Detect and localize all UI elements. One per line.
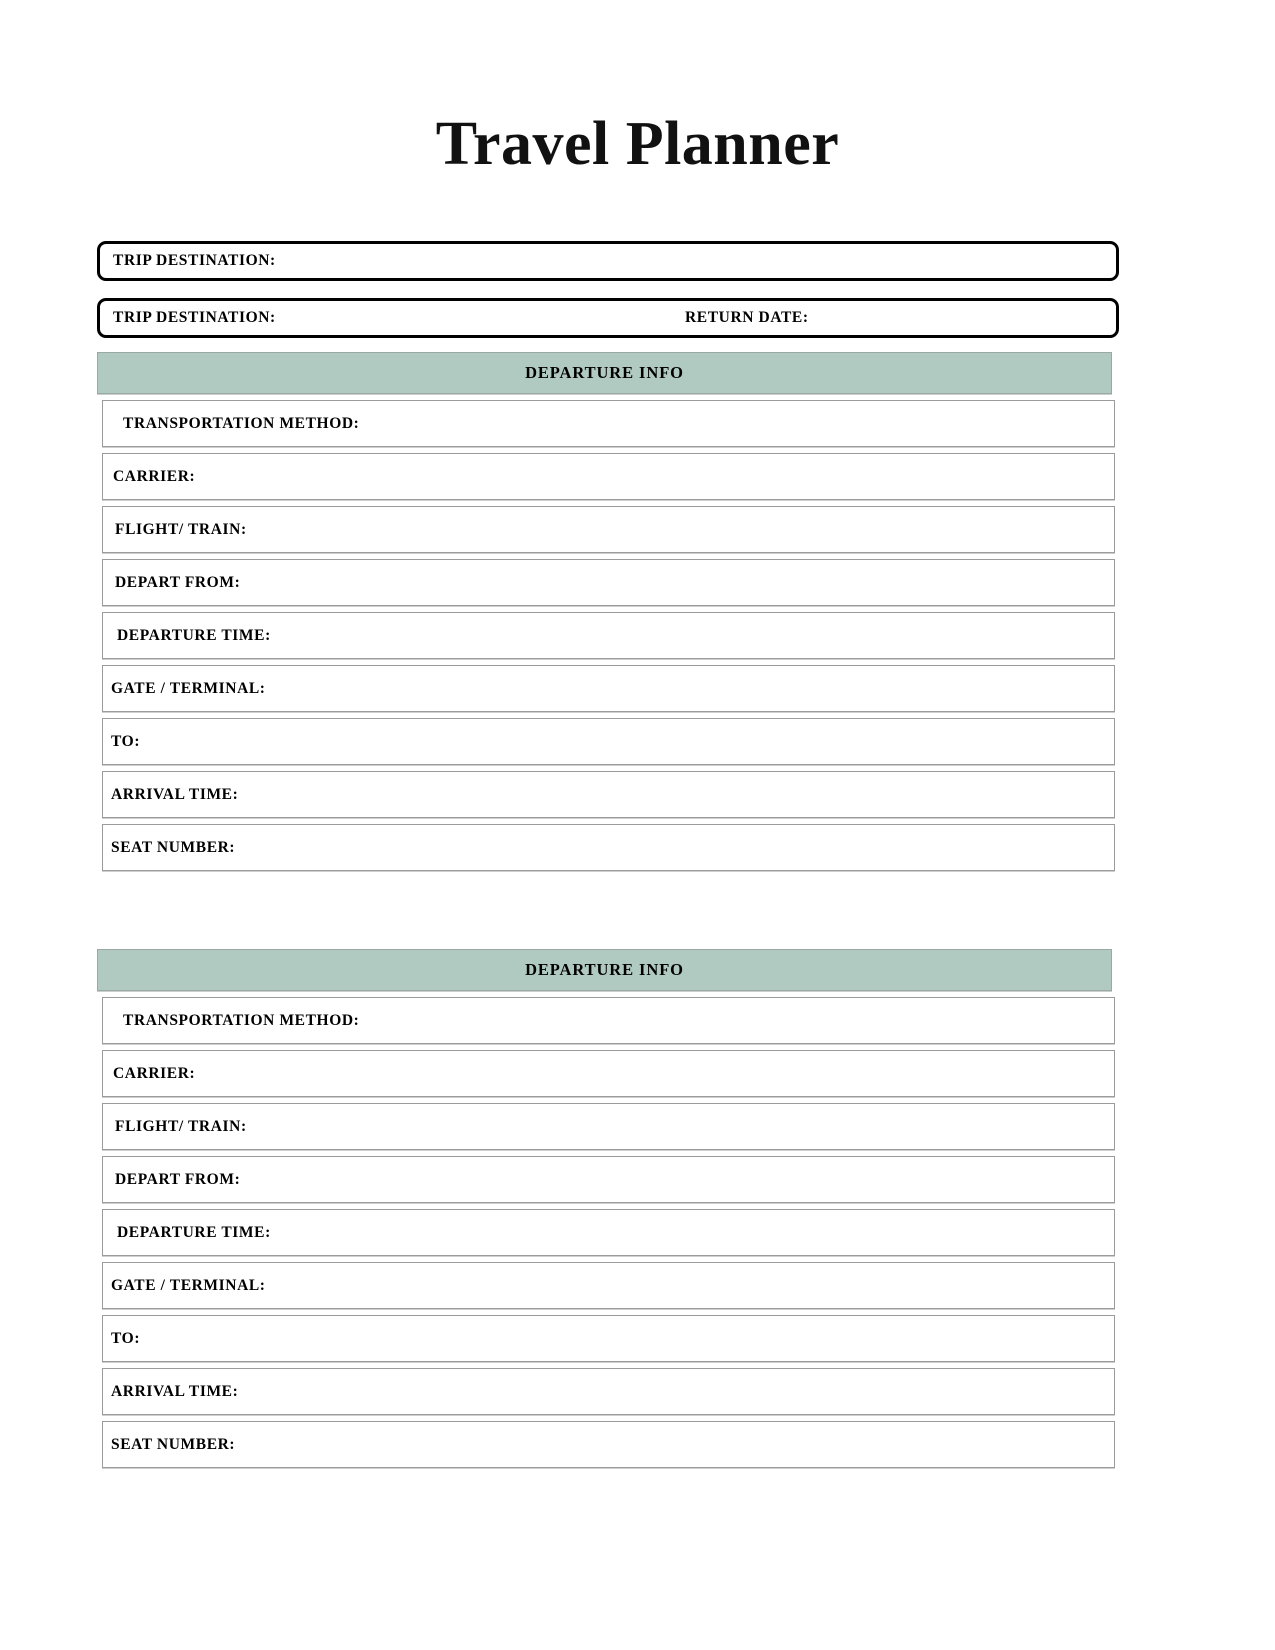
page-title: Travel Planner bbox=[435, 110, 840, 178]
field-label: TRANSPORTATION METHOD: bbox=[123, 414, 360, 432]
section-header-text-1: DEPARTURE INFO bbox=[525, 363, 684, 383]
field-label: SEAT NUMBER: bbox=[111, 1435, 236, 1453]
field-row[interactable] bbox=[102, 665, 1115, 712]
section-header-text-2: DEPARTURE INFO bbox=[525, 960, 684, 980]
section-header-2 bbox=[97, 949, 1112, 991]
departure-info-section-1 bbox=[97, 352, 1117, 871]
field-row[interactable] bbox=[102, 453, 1115, 500]
trip-destination-field-1[interactable] bbox=[97, 241, 1119, 281]
field-label: FLIGHT/ TRAIN: bbox=[115, 1117, 247, 1135]
section-header-1 bbox=[97, 352, 1112, 394]
trip-destination-label-1: TRIP DESTINATION: bbox=[113, 252, 276, 270]
field-row[interactable] bbox=[102, 1421, 1115, 1468]
field-row[interactable] bbox=[102, 400, 1115, 447]
field-label: GATE / TERMINAL: bbox=[111, 1276, 266, 1294]
field-label: TO: bbox=[111, 732, 141, 750]
trip-destination-field-2[interactable] bbox=[97, 298, 1119, 338]
field-label: TO: bbox=[111, 1329, 141, 1347]
content-inner bbox=[97, 241, 1117, 1468]
trip-destination-label-2: TRIP DESTINATION: bbox=[113, 309, 276, 327]
field-label: ARRIVAL TIME: bbox=[111, 785, 239, 803]
field-row[interactable] bbox=[102, 1262, 1115, 1309]
field-row[interactable] bbox=[102, 1315, 1115, 1362]
field-row[interactable] bbox=[102, 718, 1115, 765]
field-label: GATE / TERMINAL: bbox=[111, 679, 266, 697]
section-rows-1 bbox=[97, 400, 1117, 871]
field-row[interactable] bbox=[102, 506, 1115, 553]
return-date-label: RETURN DATE: bbox=[685, 309, 809, 327]
field-label: SEAT NUMBER: bbox=[111, 838, 236, 856]
field-label: FLIGHT/ TRAIN: bbox=[115, 520, 247, 538]
field-row[interactable] bbox=[102, 559, 1115, 606]
field-row[interactable] bbox=[102, 997, 1115, 1044]
field-row[interactable] bbox=[102, 1103, 1115, 1150]
field-row[interactable] bbox=[102, 1050, 1115, 1097]
section-rows-2 bbox=[97, 997, 1117, 1468]
field-label: TRANSPORTATION METHOD: bbox=[123, 1011, 360, 1029]
field-label: DEPARTURE TIME: bbox=[117, 626, 271, 644]
field-label: DEPART FROM: bbox=[115, 573, 241, 591]
departure-info-section-2 bbox=[97, 949, 1117, 1468]
field-row[interactable] bbox=[102, 1156, 1115, 1203]
field-label: CARRIER: bbox=[113, 467, 196, 485]
content-column bbox=[0, 241, 1275, 1468]
field-row[interactable] bbox=[102, 1209, 1115, 1256]
title-container bbox=[0, 0, 1275, 177]
field-label: DEPART FROM: bbox=[115, 1170, 241, 1188]
field-row[interactable] bbox=[102, 824, 1115, 871]
field-row[interactable] bbox=[102, 771, 1115, 818]
field-label: CARRIER: bbox=[113, 1064, 196, 1082]
field-label: DEPARTURE TIME: bbox=[117, 1223, 271, 1241]
field-label: ARRIVAL TIME: bbox=[111, 1382, 239, 1400]
field-row[interactable] bbox=[102, 612, 1115, 659]
field-row[interactable] bbox=[102, 1368, 1115, 1415]
